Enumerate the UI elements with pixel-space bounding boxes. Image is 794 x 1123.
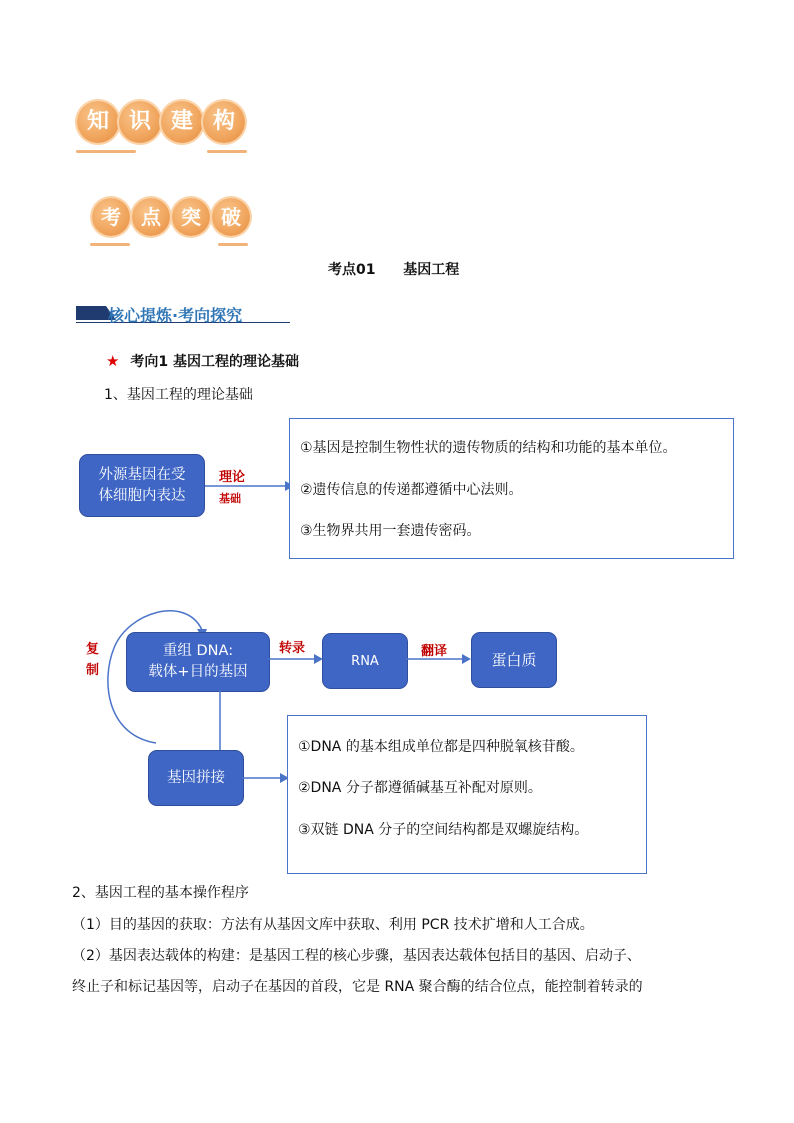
paragraph: 终止子和标记基因等，启动子在基因的首段，它是 RNA 聚合酶的结合位点，能控制着转录的: [72, 979, 643, 995]
rna-box: RNA: [322, 633, 408, 689]
banner2-char: 突: [172, 198, 210, 236]
paragraph: （2）基因表达载体的构建：是基因工程的核心步骤，基因表达载体包括目的基因、启动子、: [72, 948, 641, 964]
connector-line: [212, 690, 228, 750]
theory-point: ①基因是控制生物性状的遗传物质的结构和功能的基本单位。: [300, 440, 677, 456]
banner2-char: 点: [132, 198, 170, 236]
foreign-gene-expression-box: [79, 454, 205, 517]
replicate-label-top: 复: [86, 642, 100, 657]
box-line: 体细胞内表达: [98, 487, 186, 504]
banner2-underline: [90, 243, 130, 246]
banner1-underline: [76, 150, 136, 153]
gene-splice-box: 基因拼接: [148, 750, 244, 806]
section-header-text: 核心提炼·考向探究: [108, 306, 243, 325]
box-line: 载体+目的基因: [148, 664, 248, 680]
banner1-underline: [207, 150, 247, 153]
point-number: 考点01: [328, 262, 376, 278]
translation-label: 翻译: [421, 644, 448, 659]
protein-box: 蛋白质: [471, 632, 557, 688]
theory-point: ③生物界共用一套遗传密码。: [300, 523, 481, 539]
arrow-to-dna-points: [242, 770, 290, 786]
item2-title: 2、基因工程的基本操作程序: [72, 885, 249, 901]
theory-point: ②遗传信息的传递都遵循中心法则。: [300, 482, 523, 498]
theory-label-top: 理论: [219, 470, 246, 485]
transcription-label: 转录: [279, 641, 306, 656]
dna-point: ③双链 DNA 分子的空间结构都是双螺旋结构。: [298, 822, 589, 838]
banner1-char: 构: [203, 101, 245, 143]
direction-heading: [106, 351, 299, 371]
banner1-char: 建: [161, 101, 203, 143]
direction-label: 考向1 基因工程的理论基础: [130, 354, 299, 370]
dna-point: ①DNA 的基本组成单位都是四种脱氧核苷酸。: [298, 739, 584, 755]
box-line: 外源基因在受: [98, 466, 186, 483]
dna-point: ②DNA 分子都遵循碱基互补配对原则。: [298, 780, 542, 796]
banner2-char: 考: [92, 198, 130, 236]
item1-title: 1、基因工程的理论基础: [104, 387, 253, 403]
theory-label-bottom: 基础: [219, 492, 241, 505]
banner1-char: 识: [119, 101, 161, 143]
replicate-label-bottom: 制: [86, 663, 100, 678]
banner2-underline: [218, 243, 248, 246]
dna-points-box: [287, 715, 647, 874]
recombinant-dna-box: [126, 632, 270, 692]
star-icon: ★: [106, 352, 120, 370]
point-name: 基因工程: [403, 262, 460, 278]
banner2-char: 破: [212, 198, 250, 236]
point-title: [328, 259, 459, 279]
theory-points-box: [289, 418, 734, 559]
box-line: 重组 DNA:: [162, 643, 234, 659]
banner1-char: 知: [77, 101, 119, 143]
paragraph: （1）目的基因的获取：方法有从基因文库中获取、利用 PCR 技术扩增和人工合成。: [72, 917, 594, 933]
